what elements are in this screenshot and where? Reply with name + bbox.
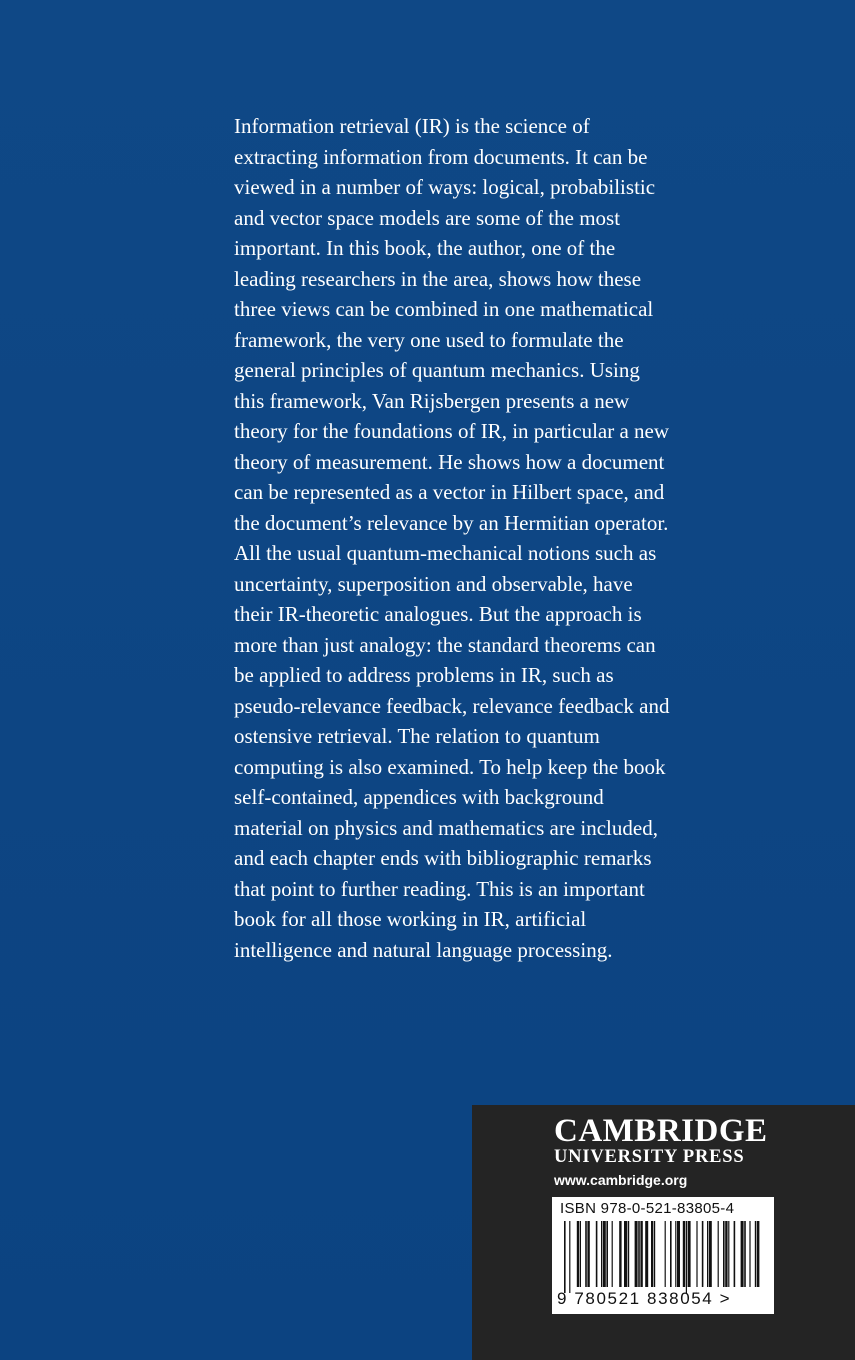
blurb-line: uncertainty, superposition and observable, have bbox=[234, 571, 633, 596]
blurb-line: book for all those working in IR, artificial bbox=[234, 907, 587, 931]
blurb-line: this framework, Van Rijsbergen presents a new bbox=[234, 388, 630, 413]
isbn-label: ISBN 978-0-521-83805-4 bbox=[560, 1200, 735, 1217]
blurb-line: and vector space models are some of the most bbox=[234, 205, 621, 230]
blurb-line: their IR-theoretic analogues. But the approach is bbox=[234, 602, 642, 626]
blurb-line: Information retrieval (IR) is the science of bbox=[234, 114, 590, 138]
blurb-line: theory for the foundations of IR, in particular a new bbox=[234, 419, 670, 443]
blurb-line: important. In this book, the author, one of the bbox=[234, 236, 616, 260]
blurb-line: can be represented as a vector in Hilbert space, and bbox=[234, 480, 665, 504]
blurb-line: self-contained, appendices with background bbox=[234, 785, 604, 809]
blurb-line: more than just analogy: the standard theorems can bbox=[234, 632, 656, 657]
publisher-url: www.cambridge.org bbox=[554, 1172, 688, 1188]
publisher-panel bbox=[472, 1105, 855, 1360]
blurb-text bbox=[234, 111, 704, 965]
blurb-line: computing is also examined. To help keep the book bbox=[234, 754, 666, 779]
blurb-line: pseudo-relevance feedback, relevance feedback and bbox=[234, 693, 670, 718]
blurb-line: All the usual quantum-mechanical notions such as bbox=[234, 541, 657, 565]
blurb-line: framework, the very one used to formulate the bbox=[234, 327, 624, 352]
blurb-line: theory of measurement. He shows how a document bbox=[234, 449, 665, 474]
blurb-line: viewed in a number of ways: logical, probabilistic bbox=[234, 175, 656, 199]
publisher-subtitle: UNIVERSITY PRESS bbox=[554, 1147, 745, 1167]
blurb-line: leading researchers in the area, shows how these bbox=[234, 266, 642, 291]
blurb-line: three views can be combined in one mathematical bbox=[234, 297, 654, 321]
blurb-line: intelligence and natural language processing. bbox=[234, 937, 613, 962]
blurb-line: the document’s relevance by an Hermitian operator. bbox=[234, 510, 669, 535]
blurb-line: general principles of quantum mechanics. Using bbox=[234, 358, 640, 382]
blurb-line: material on physics and mathematics are included, bbox=[234, 815, 658, 840]
ean-digits: 9 780521 838054 > bbox=[557, 1289, 732, 1308]
blurb-line: that point to further reading. This is an important bbox=[234, 876, 645, 901]
blurb-line: extracting information from documents. It can be bbox=[234, 144, 648, 169]
publisher-name: CAMBRIDGE bbox=[554, 1113, 768, 1149]
blurb-line: and each chapter ends with bibliographic remarks bbox=[234, 846, 652, 870]
blurb-line: be applied to address problems in IR, such as bbox=[234, 663, 614, 687]
blurb-line: ostensive retrieval. The relation to quantum bbox=[234, 724, 600, 748]
isbn-barcode bbox=[552, 1197, 774, 1314]
